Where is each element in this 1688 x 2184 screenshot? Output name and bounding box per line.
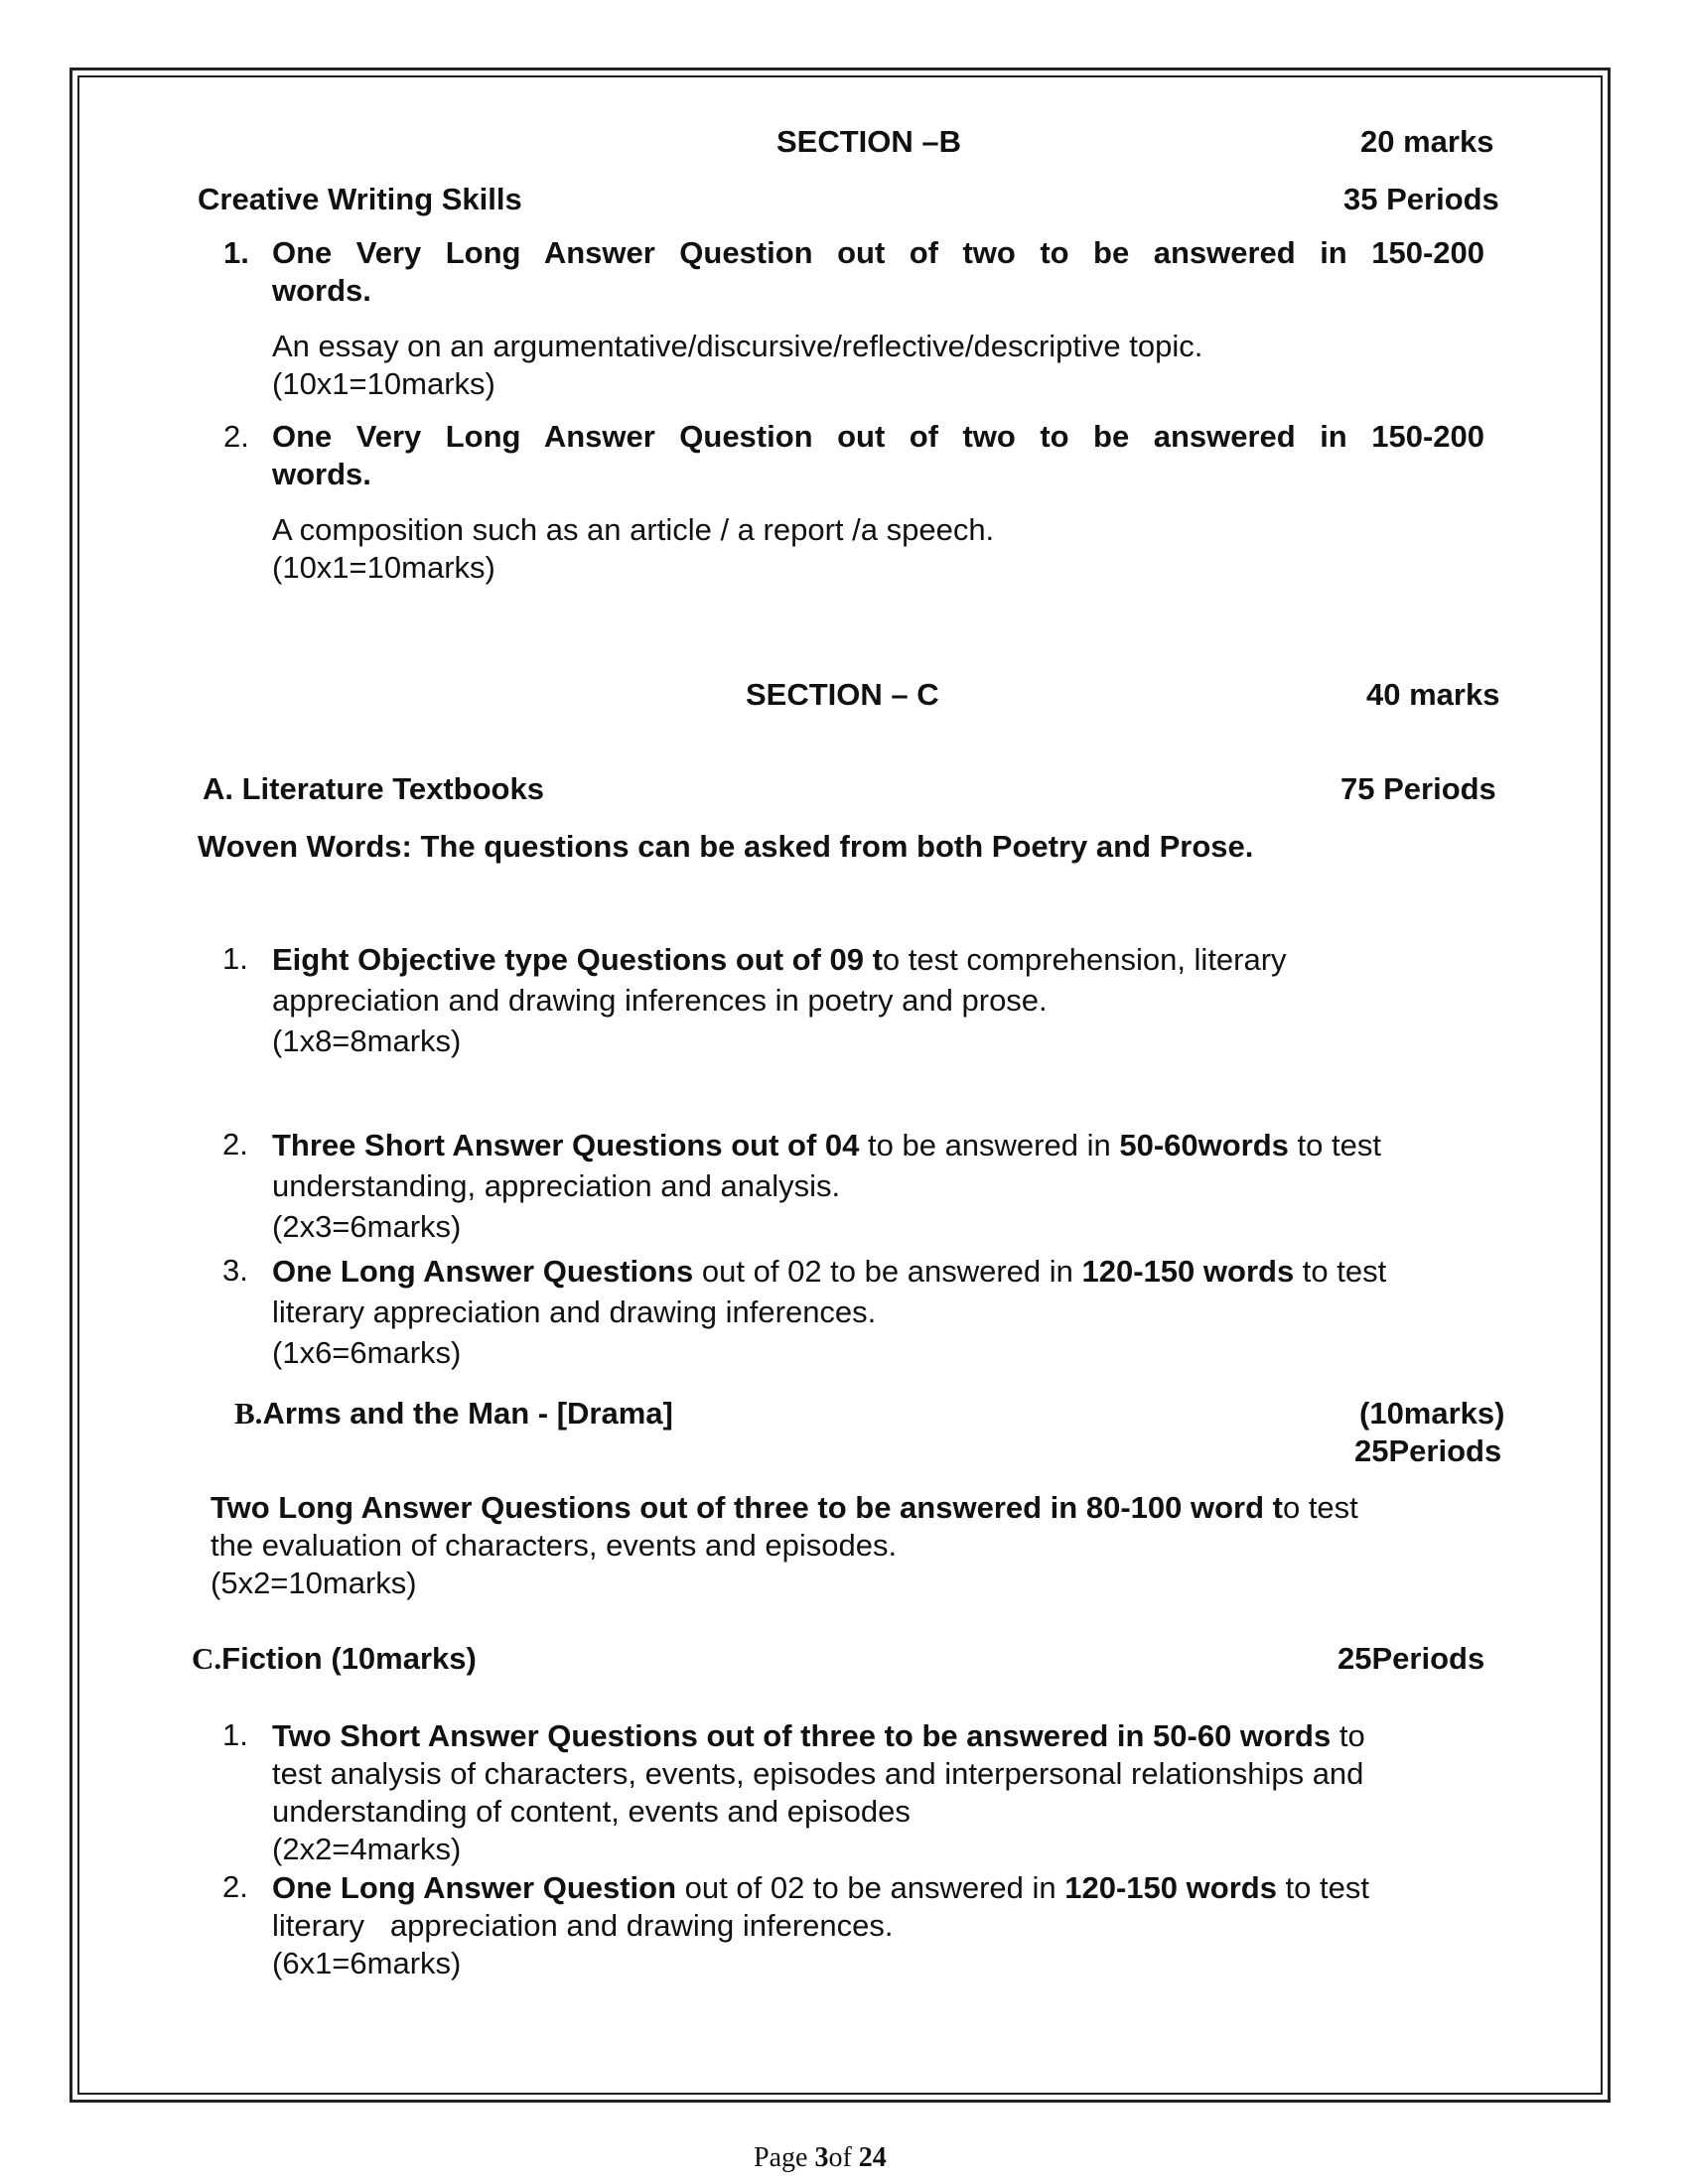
list-number: 3. [222,1253,248,1288]
drama-question-text [211,1489,1358,1602]
question-marks: (10x1=10marks) [272,550,495,585]
question-marks: (5x2=10marks) [211,1566,417,1600]
question-bold-text: One Long Answer Question [272,1870,677,1905]
section-b-title: SECTION –B [776,124,962,159]
question-text [272,1251,1503,1373]
question-text-part: to test [1294,1254,1387,1289]
literature-textbooks-heading: A. Literature Textbooks [203,771,544,806]
literature-textbooks-periods: 75 Periods [1340,771,1496,806]
question-marks: (10x1=10marks) [272,366,495,401]
of-label: of [828,2142,859,2173]
total-pages: 24 [858,2142,887,2173]
drama-marks: (10marks) [1359,1396,1505,1431]
question-text: One Very Long Answer Question out of two to be answered in 150-200 [272,235,1484,270]
list-number: 1. [222,941,248,976]
question-text-part: to [1331,1718,1365,1753]
question-text: One Very Long Answer Question out of two to be answered in 150-200 [272,419,1484,454]
question-text [272,1869,1369,1982]
question-text-continued: words. [272,457,371,491]
question-bold-text: Eight Objective type Questions out of 09 t [272,942,883,977]
question-description: A composition such as an article / a report /a speech. [272,512,995,547]
page-label: Page [754,2142,815,2173]
section-c-marks: 40 marks [1366,677,1500,712]
drama-heading [234,1396,673,1432]
question-marks: (6x1=6marks) [272,1946,462,1980]
question-text [272,1717,1365,1868]
word-limit: 120-150 words [1064,1870,1277,1905]
question-description: An essay on an argumentative/discursive/reflective/descriptive topic. [272,329,1203,363]
question-text-continued: understanding of content, events and episodes [272,1794,911,1829]
woven-words-subheading: Woven Words: The questions can be asked from both Poetry and Prose. [198,829,1254,864]
question-text [272,939,1503,1061]
question-marks: (2x2=4marks) [272,1832,462,1866]
question-text [272,1125,1503,1247]
list-number: 1. [222,1717,248,1752]
list-number: 2. [222,1127,248,1161]
question-bold-text: Three Short Answer Questions out of 04 [272,1128,860,1162]
creative-writing-periods: 35 Periods [1343,182,1499,216]
question-text-part: out of 02 to be answered in [693,1254,1082,1289]
question-text-continued: appreciation and drawing inferences in poetry and prose. [272,983,1048,1018]
section-b-marks: 20 marks [1360,124,1494,159]
question-text-part: to test [1288,1128,1381,1162]
fiction-heading [192,1641,477,1677]
question-text-part: o test comprehension, literary [882,942,1287,977]
section-letter: B. [234,1396,263,1431]
question-bold-text: Two Long Answer Questions out of three to be answered in 80-100 word t [211,1490,1283,1525]
question-text-continued: literary appreciation and drawing inferences. [272,1295,877,1329]
question-text-continued: the evaluation of characters, events and episodes. [211,1528,898,1563]
page-footer [754,2142,887,2174]
question-text-continued: literary appreciation and drawing inferences. [272,1908,894,1943]
question-bold-text: Two Short Answer Questions out of three to be answered in 50-60 words [272,1718,1332,1753]
question-marks: (1x8=8marks) [272,1024,462,1058]
question-text-part: to be answered in [859,1128,1120,1162]
list-number: 2. [222,1869,248,1904]
drama-title: Arms and the Man - [Drama] [262,1396,673,1431]
list-number: 1. [223,235,249,270]
question-text-continued: understanding, appreciation and analysis. [272,1168,841,1203]
drama-periods: 25Periods [1354,1433,1502,1468]
question-text-continued: test analysis of characters, events, episodes and interpersonal relationships and [272,1756,1364,1791]
question-text-part: out of 02 to be answered in [676,1870,1065,1905]
word-limit: 50-60words [1119,1128,1289,1162]
creative-writing-heading: Creative Writing Skills [198,182,522,216]
section-c-title: SECTION – C [746,677,939,712]
section-letter: C. [192,1641,222,1676]
word-limit: 120-150 words [1081,1254,1295,1289]
fiction-periods: 25Periods [1337,1641,1485,1676]
question-text-continued: words. [272,273,371,308]
question-text-part: o test [1282,1490,1358,1525]
question-text-part: to test [1276,1870,1369,1905]
page-number: 3 [814,2142,829,2173]
list-number: 2. [223,419,249,454]
question-bold-text: One Long Answer Questions [272,1254,694,1289]
question-marks: (1x6=6marks) [272,1335,462,1370]
question-marks: (2x3=6marks) [272,1209,462,1244]
fiction-title: Fiction (10marks) [221,1641,477,1676]
